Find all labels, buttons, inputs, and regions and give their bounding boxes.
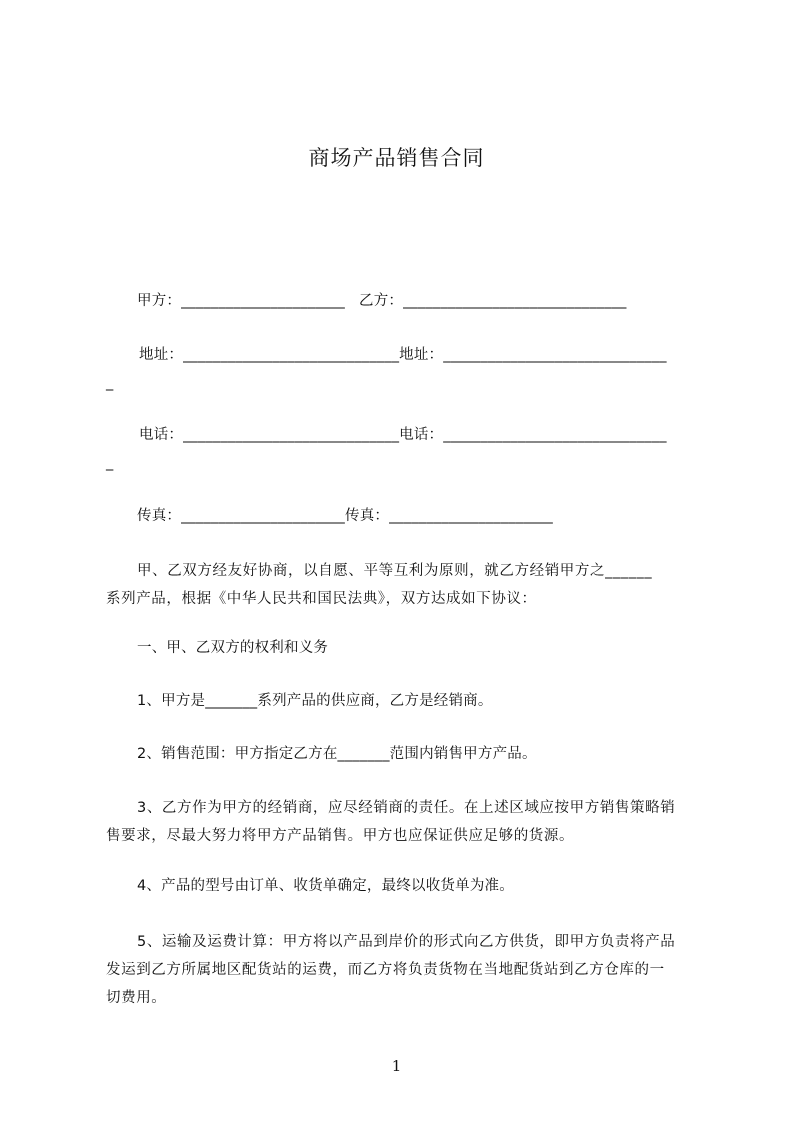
clause-4: 4、产品的型号由订单、收货单确定，最终以收货单为准。 (137, 878, 514, 894)
section-heading: 一、甲、乙双方的权利和义务 (137, 640, 329, 656)
clause-3-line-1: 3、乙方作为甲方的经销商，应尽经销商的责任。在上述区域应按甲方销售策略销 (137, 800, 676, 816)
page-number: 1 (391, 1057, 402, 1075)
clause-5-line-2: 发运到乙方所属地区配货站的运费，而乙方将负责货物在当地配货站到乙方仓库的一 (106, 962, 665, 978)
intro-paragraph (106, 557, 706, 613)
clause-1: 1、甲方是_______系列产品的供应商，乙方是经销商。 (137, 693, 493, 709)
clause-2: 2、销售范围：甲方指定乙方在_______范围内销售甲方产品。 (137, 746, 537, 762)
address-line-wrap: _ (106, 375, 114, 391)
phone-line: 电话：_____________________________电话：______________________________ (139, 427, 667, 443)
intro-line-2: 系列产品，根据《中华人民共和国民法典》，双方达成如下协议： (106, 591, 537, 607)
clause-5-line-1: 5、运输及运费计算：甲方将以产品到岸价的形式向乙方供货，即甲方负责将产品 (137, 934, 676, 950)
clause-5 (106, 928, 706, 1012)
intro-line-1: 甲、乙双方经友好协商，以自愿、平等互利为原则，就乙方经销甲方之______ (137, 563, 653, 579)
fax-line: 传真：______________________传真：______________________ (137, 508, 553, 524)
page-title: 商场产品销售合同 (308, 146, 485, 170)
clause-5-line-3: 切费用。 (106, 990, 167, 1006)
address-line: 地址：_____________________________地址：______________________________ (139, 347, 667, 363)
party-a-field: 甲方：______________________ (137, 293, 345, 309)
clause-3-line-2: 售要求，尽最大努力将甲方产品销售。甲方也应保证供应足够的货源。 (106, 828, 575, 844)
phone-line-wrap: _ (106, 455, 114, 471)
party-b-field: 乙方：______________________________ (359, 293, 627, 309)
clause-3 (106, 794, 706, 850)
